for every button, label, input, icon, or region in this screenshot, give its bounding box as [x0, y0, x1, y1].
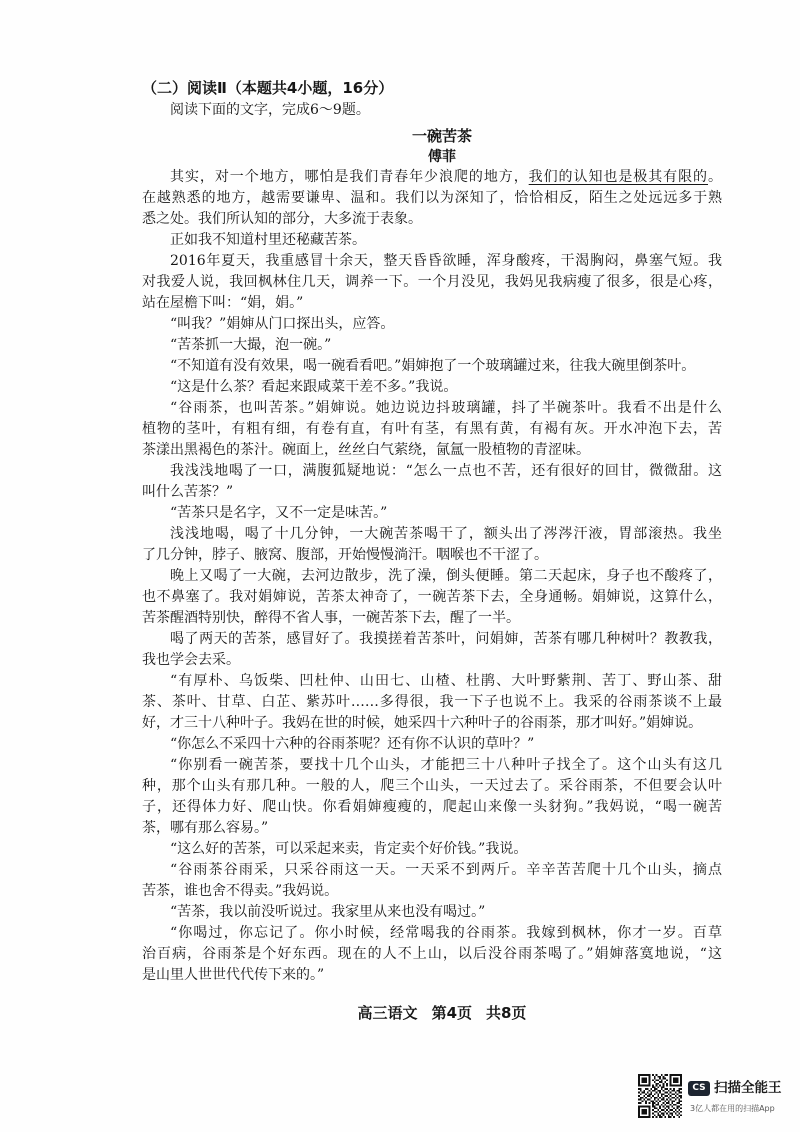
- section-instruction: 阅读下面的文字，完成6～9题。: [170, 102, 370, 118]
- text-line: “苦茶只是名字，又不一定是味苦。”: [170, 505, 388, 521]
- text-line: “有厚朴、乌饭柴、凹杜仲、山田七、山楂、杜鹃、大叶野紫荆、苦丁、野山茶、甜: [170, 673, 722, 689]
- text-line: [142, 167, 722, 188]
- text-line: 喝了两天的苦茶，感冒好了。我摸搓着苦茶叶，问娟婶，苦茶有哪几种树叶？教教我，: [170, 631, 722, 647]
- paragraph: [142, 251, 722, 314]
- section-heading: （二）阅读Ⅱ（本题共4小题，16分）: [142, 79, 394, 97]
- text-line: 也不鼻塞了。我对娟婶说，苦茶太神奇了，一碗苦茶下去，全身通畅。娟婶说，这算什么，: [142, 589, 722, 605]
- paragraph: [142, 398, 722, 461]
- text-line: 了几分钟，脖子、腋窝、腹部，开始慢慢淌汗。咽喉也不干涩了。: [142, 547, 548, 563]
- footer-page-number: 第4页: [431, 1004, 472, 1022]
- paragraph: [142, 860, 722, 902]
- page-footer: [292, 1002, 592, 1024]
- text-line: “你喝过，你忘记了。你小时候，经常喝我的谷雨茶。我嫁到枫林，你才一岁。百草: [170, 925, 722, 941]
- underlined-phrase: 我们的认知也是极其有限的: [528, 169, 709, 185]
- article-body: [142, 167, 722, 986]
- text-line: “不知道有没有效果，喝一碗看看吧。”娟婶抱了一个玻璃罐过来，往我大碗里倒茶叶。: [170, 358, 696, 374]
- text-line: “你怎么不采四十六种的谷雨茶呢？还有你不认识的草叶？”: [170, 736, 535, 752]
- text-line: 苦茶，谁也舍不得卖。”我妈说。: [142, 883, 339, 899]
- paragraph: [142, 629, 722, 671]
- footer-page-total: 共8页: [486, 1004, 527, 1022]
- text-line: 正如我不知道村里还秘藏苦茶。: [170, 232, 366, 248]
- text-line: “谷雨茶谷雨采，只采谷雨这一天。一天采不到两斤。辛辛苦苦爬十几个山头，摘点: [170, 862, 722, 878]
- paragraph: [142, 314, 722, 335]
- text-line: “苦茶，我以前没听说过。我家里从来也没有喝过。”: [170, 904, 486, 920]
- text-line: 是山里人世世代代传下来的。”: [142, 967, 325, 983]
- text-line: 子，还得体力好、爬山快。你看娟婶瘦瘦的，爬起山来像一头豺狗。”我妈说，“喝一碗苦: [142, 799, 722, 815]
- text-line: 浅浅地喝，喝了十几分钟，一大碗苦茶喝干了，额头出了涔涔汗液，胃部滚热。我坐: [170, 526, 722, 542]
- text-line: 治百病，谷雨茶是个好东西。现在的人不上山，以后没谷雨茶喝了。”娟婶落寞地说，“这: [142, 946, 722, 962]
- text-line: “这是什么茶？看起来跟咸菜干差不多。”我说。: [170, 379, 458, 395]
- text-line: 晚上又喝了一大碗，去河边散步，洗了澡，倒头便睡。第二天起床，身子也不酸疼了，: [170, 568, 722, 584]
- text-segment: 其实，对一个地方，哪怕是我们青春年少浪爬的地方，: [170, 169, 529, 185]
- paragraph: [142, 356, 722, 377]
- text-line: “谷雨茶，也叫苦茶。”娟婶说。她边说边抖玻璃罐，抖了半碗茶叶。我看不出是什么: [170, 400, 722, 416]
- paragraph: [142, 923, 722, 986]
- paragraph: [142, 566, 722, 629]
- text-line: 2016年夏天，我重感冒十余天，整天昏昏欲睡，浑身酸疼，干渴胸闷，鼻塞气短。我: [170, 253, 722, 269]
- text-line: 茶，哪有那么容易。”: [142, 820, 269, 836]
- paragraph: [142, 734, 722, 755]
- paragraph: [142, 377, 722, 398]
- paragraph: [142, 524, 722, 566]
- text-line: “叫我？”娟婶从门口探出头，应答。: [170, 316, 395, 332]
- qr-code: [638, 1074, 682, 1118]
- paragraph: [142, 902, 722, 923]
- text-line: 苦茶醒酒特别快，醉得不省人事，一碗苦茶下去，醒了一半。: [142, 610, 520, 626]
- text-line: 茶、茶叶、甘草、白芷、紫苏叶……多得很，我一下子也说不上。我采的谷雨茶谈不上最: [142, 694, 722, 710]
- paragraph: [142, 335, 722, 356]
- article-author: 傅菲: [428, 149, 456, 165]
- text-line: 好，才三十八种叶子。我妈在世的时候，她采四十六种叶子的谷雨茶，那才叫好。”娟婶说。: [142, 715, 703, 731]
- paragraph: [142, 671, 722, 734]
- text-line: “这么好的苦茶，可以采起来卖，肯定卖个好价钱。”我说。: [170, 841, 528, 857]
- text-line: 在越熟悉的地方，越需要谦卑、温和。我们以为深知了，恰恰相反，陌生之处远远多于熟: [142, 190, 722, 206]
- paragraph: [142, 839, 722, 860]
- text-line: “苦茶抓一大撮，泡一碗。”: [170, 337, 332, 353]
- scanner-tagline: 3亿人都在用的扫描App: [690, 1104, 775, 1113]
- camscanner-logo: CS: [688, 1081, 710, 1096]
- text-line: 种，那个山头有那几种。一般的人，爬三个山头，一天过去了。采谷雨茶，不但要会认叶: [142, 778, 722, 794]
- paragraph: [142, 167, 722, 230]
- text-line: 我浅浅地喝了一口，满腹狐疑地说：“怎么一点也不苦，还有很好的回甘，微微甜。这: [170, 463, 722, 479]
- text-line: “你别看一碗苦茶，要找十几个山头，才能把三十八种叶子找全了。这个山头有这几: [170, 757, 722, 773]
- text-segment: 。: [708, 169, 723, 185]
- text-line: 悉之处。我们所认知的部分，大多流于表象。: [142, 211, 422, 227]
- paragraph: [142, 461, 722, 503]
- text-line: 叫什么苦茶？”: [142, 484, 234, 500]
- paragraph: [142, 755, 722, 839]
- footer-subject: 高三语文: [357, 1004, 418, 1022]
- text-line: 植物的茎叶，有粗有细，有卷有直，有叶有茎，有黑有黄，有褐有灰。开水冲泡下去，苦: [142, 421, 722, 437]
- scanner-app-name: 扫描全能王: [714, 1080, 782, 1096]
- paragraph: [142, 503, 722, 524]
- article-title: 一碗苦茶: [411, 127, 472, 145]
- text-line: 我也学会去采。: [142, 652, 240, 668]
- text-line: 茶漾出黑褐色的茶汁。碗面上，丝丝白气萦绕，氤氲一股植物的青涩味。: [142, 442, 590, 458]
- paragraph: [142, 230, 722, 251]
- text-line: 对我爱人说，我回枫林住几天，调养一下。一个月没见，我妈见我病瘦了很多，很是心疼，: [142, 274, 722, 290]
- text-line: 站在屋檐下叫：“娟，娟。”: [142, 295, 304, 311]
